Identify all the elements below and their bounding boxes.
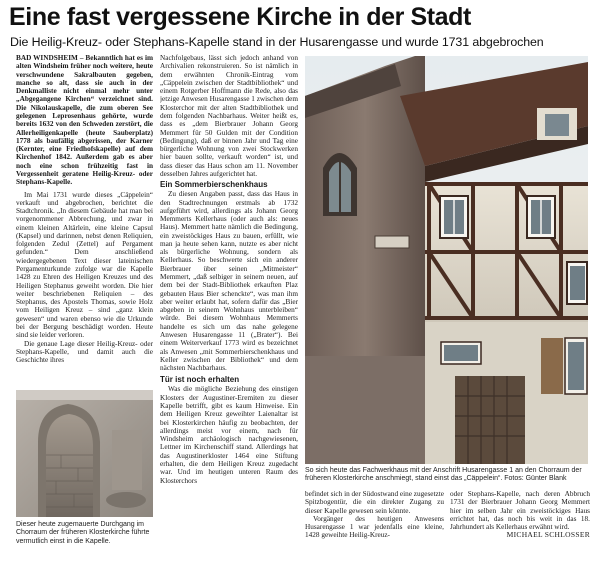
article-column-1 — [16, 54, 153, 386]
article-column-4 — [450, 490, 590, 555]
lead-paragraph: BAD WINDSHEIM – Bekanntlich hat es im alten Windsheim früher noch weitere, heute verschwundene Sakralbauten gegeben, manche so alt, dass sie auch in der Denkmalliste nicht einmal mehr unter „Abgegangene Kirchen“ verzeichnet sind. Die Nikolauskapelle, die zum oberen See gelegenen Leprosenhaus gehörte, wurde bereits 1632 von den Schweden zerstört, die Allerheiligenkapelle (heute Sauberplatz) 1778 als baufällig abgerissen, der Karner (Kernter, eine Friedhofskapelle) auf dem Kirchenhof 1842. Außerdem gab es aber noch eine schon frühzeitig fast in Vergessenheit geratene Heilig-Kreuz- oder Stephans-Kapelle. — [16, 54, 153, 187]
house-photo-caption: So sich heute das Fachwerkhaus mit der Anschrift Husarengasse 1 an den Chorraum der früheren Klosterkirche anschmiegt, stand einst das „Cäppelein“. Fotos: Günter Blank — [305, 467, 582, 483]
subheadline: Die Heilig-Kreuz- oder Stephans-Kapelle stand in der Husarengasse und wurde 1731 abgebrochen — [10, 35, 544, 49]
body-paragraph: Nachfolgebaus, lässt sich jedoch anhand von Archivalien rekonstruieren. So ist nämlich in dem erwähnten Chronik-Eintrag vom „Cäppelein zwischen der Stadtbibliothek“ und einem Rotgerber Hoffmann die Rede, also das jetzige Anwesen Husarengasse 1 zwischen dem Klosterchor mit der alten Stadtbibliothek und dem folgenden Nachbarhaus. Weiter heißt es, dass es „dem Bierbrauer Johann Georg Memmert für 50 Gulden mit der Condition (Bedingung), daß er binnen Jahr und Tag eine bürgerliche Wohnung von zwei Stockwerken hier bauen sollte, verkauft worden“ ist, und dass dieser das Haus schon am 11. November desselben Jahres aufgerichtet hat. — [160, 54, 298, 178]
section-heading: Tür ist noch erhalten — [160, 375, 240, 385]
body-paragraph: Was die mögliche Beziehung des einstigen Klosters der Augustiner-Eremiten zu dieser Kapelle betrifft, gibt es kaum Hinweise. Ein dem Heiligen Kreuz geweihter Laienaltar ist bei Klosterkirchen häufig zu beobachten, der allerdings meist vor einem, nach für Windsheim archäologisch nachgewiesenen, Lettner im Kirchenschiff stand. Allerdings hat das Augustinerkloster 1464 eine Stiftung erhalten, die dem Heiligen Kreuz zugedacht war. Und im heutigen unteren Raum des Klosterchors — [160, 385, 298, 485]
body-paragraph: befindet sich in der Südostwand eine zugesetzte Spitzbogentür, die ein direkter Zugang zu dieser Kapelle gewesen sein könnte. — [305, 490, 444, 515]
house-photo-image — [305, 56, 588, 464]
body-paragraph: Im Mai 1731 wurde dieses „Cäppelein“ verkauft und abgebrochen, berichtet die Stadtchronik. „In diesem Gebäude hat man bei vorgenommener Abbrechung, und zwar in einem kleinen Altärlein, eine kleine Capsul (Kapsel) und darinnen, nebst denen Reliquien, folgenden Zedul (Zettel) auf Pergament gefunden.“ Dem anschließend wiedergegebenen Text dieser lateinischen Pergamenturkunde zufolge war die Kapelle 1428 zu Ehren des Heiligen Kreuzes und des Heiligen Stephanus geweiht worden. Die hier weiter beschriebenen Reliquien – des Stephanus, des Apostels Thomas, sowie Holz vom Heiligen Kreuz – sind „ganz klein gewesen“ und waren ebenso wie die Urkunde bei der Bergung beschädigt worden. Heute sind sie leider verloren. — [16, 190, 153, 340]
doorway-photo — [16, 390, 153, 517]
body-paragraph: Vorgänger des heutigen Anwesens Husarengasse 1 war jedenfalls eine kleine, 1428 geweihte Heilig-Kreuz- — [305, 514, 444, 540]
article-column-2 — [160, 54, 298, 555]
article-column-3 — [305, 490, 444, 555]
body-paragraph: Die genaue Lage dieser Heilig-Kreuz- oder Stephans-Kapelle, und damit auch die Geschichte ihres — [16, 339, 153, 365]
section-heading: Ein Sommerbierschenkhaus — [160, 180, 268, 190]
author-byline: MICHAEL SCHLOSSER — [506, 530, 590, 540]
headline: Eine fast vergessene Kirche in der Stadt — [9, 3, 471, 31]
doorway-photo-caption: Dieser heute zugemauerte Durchgang im Chorraum der früheren Klosterkirche führte vermutlich einst in die Kapelle. — [16, 521, 150, 545]
house-photo — [305, 56, 588, 464]
body-paragraph: Zu diesen Angaben passt, dass das Haus in den Stadtrechnungen erstmals ab 1732 aufgeführt wird, allerdings als Johann Georg Memmerts Kellerhaus (oder auch als: neues Haus). Memmert hatte nämlich die Bedingung, ein zweistöckiges Haus zu bauen, erfüllt, wie man ja heute sehen kann, nutzte es aber nicht als bürgerliche Wohnung, sondern als Kellerhaus. So beschwerte sich ein anderer Bierbrauer über seinen „Mitmeister“ Memmert, „daß selbiger in seinem neuen, auf dem bei der Stadt-Bibliothek erkauften Plaz gebauten Haus Bier schenckte“, was man ihm aber weiter erlaubt hat, sofern dafür das „Bier abgeben in seinem Wohnhaus unterbleiben“ würde. Bei diesem Wohnhaus Memmerts handelte es sich um das nahe gelegene Anwesen Husarengasse 11 („Brater“). Bei einem Weiterverkauf 1773 wird es bezeichnet als Anwesen „mit Sommerbierschenkhaus und Keller zwischen der Bibliothek“ und dem nächsten Nachbarhaus. — [160, 190, 298, 373]
doorway-photo-image — [16, 390, 153, 517]
body-paragraph: oder Stephans-Kapelle, nach deren Abbruch 1731 der Bierbrauer Johann Georg Memmert hier im selben Jahr ein zweistöckiges Haus errichtet hat, das noch bis weit in das 18. Jahrhundert als Kellerhaus erwähnt wird. — [450, 490, 590, 532]
